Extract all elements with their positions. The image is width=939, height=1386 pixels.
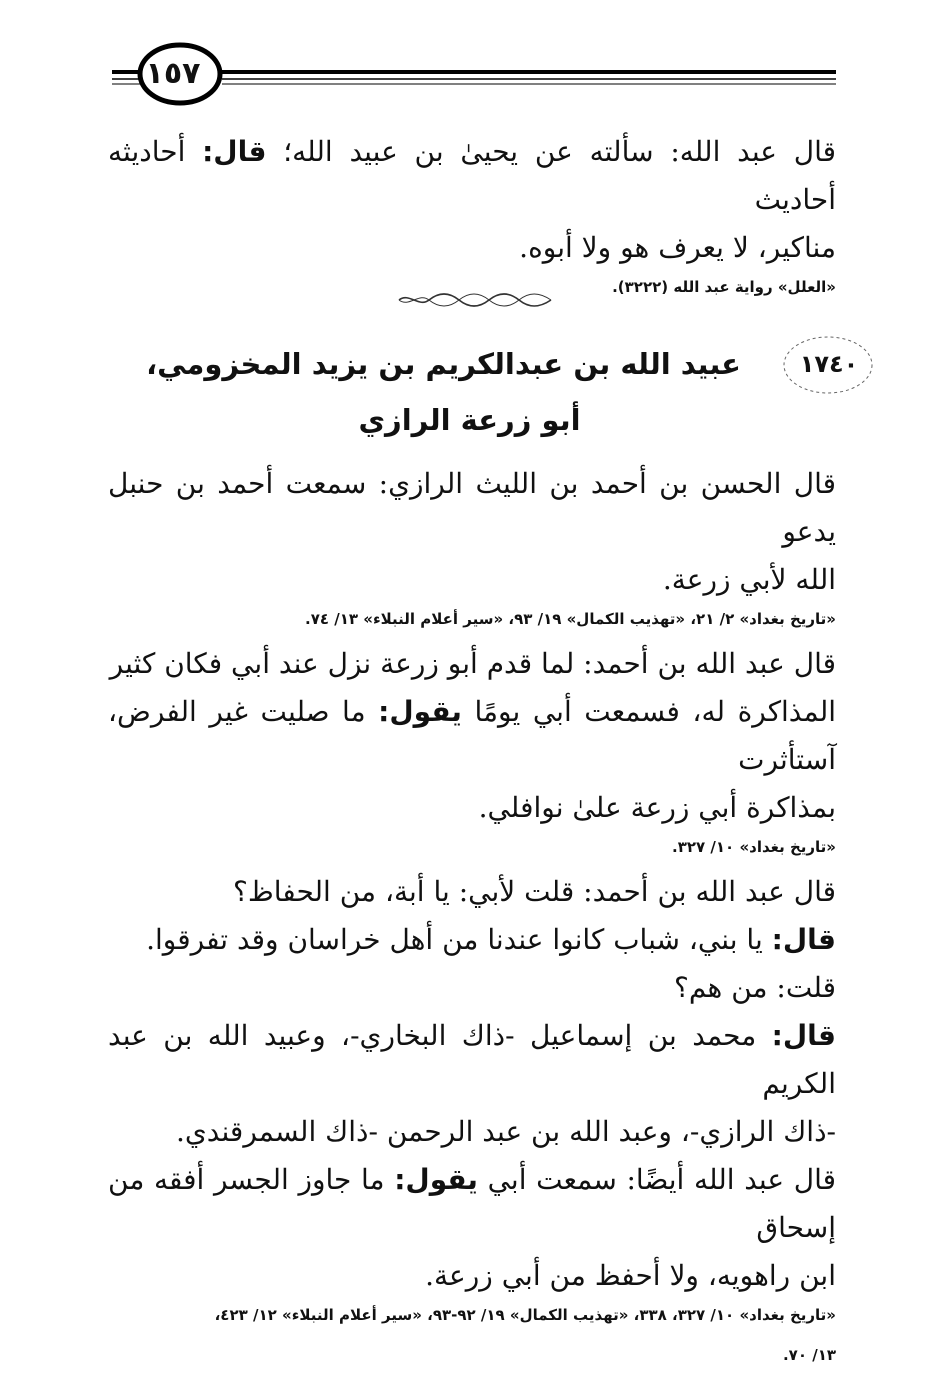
text: أحاديثه أحاديث <box>108 135 836 216</box>
text: قال عبد الله: سألته عن يحيىٰ بن عبيد الله؛ <box>283 135 836 168</box>
speaker-marker: قال: <box>771 1019 836 1052</box>
paragraph-5-line-1 <box>108 1012 836 1108</box>
paragraph-3-line-2 <box>108 688 836 784</box>
paragraph-2-line-2: الله لأبي زرعة. <box>662 563 836 596</box>
entry-title-line-1: عبيد الله بن عبدالكريم بن يزيد المخزومي، <box>146 347 741 381</box>
entry-body <box>108 460 836 1386</box>
text: قال عبد الله أيضًا: سمعت أبي <box>487 1163 836 1196</box>
speaker-marker: قال: <box>202 135 267 168</box>
speaker-marker: يقول: <box>378 695 462 728</box>
paragraph-6-line-2: ابن راهويه، ولا أحفظ من أبي زرعة. <box>425 1259 836 1292</box>
paragraph-3-line-3: بمذاكرة أبي زرعة علىٰ نوافلي. <box>478 791 836 824</box>
paragraph-3-line-1: قال عبد الله بن أحمد: لما قدم أبو زرعة نزل عند أبي فكان كثير <box>109 647 836 680</box>
page-header <box>0 0 939 110</box>
source-reference-cont: ١٣/ ٧٠. <box>782 1346 836 1364</box>
speaker-marker: يقول: <box>394 1163 478 1196</box>
source-reference: «تاريخ بغداد» ١٠/ ٣٢٧. <box>672 838 836 856</box>
text: المذاكرة له، فسمعت أبي يومًا <box>474 695 837 728</box>
paragraph-1 <box>108 128 836 224</box>
paragraph-4-line-2 <box>108 916 836 964</box>
source-reference: «تاريخ بغداد» ١٠/ ٣٢٧، ٣٣٨، «تهذيب الكمال» ١٩/ ٩٢-٩٣، «سير أعلام النبلاء» ١٢/ ٤٢٣، <box>214 1306 836 1324</box>
source-reference: «تاريخ بغداد» ٢/ ٢١، «تهذيب الكمال» ١٩/ ٩٣، «سير أعلام النبلاء» ١٣/ ٧٤. <box>305 610 836 628</box>
text: ما صليت غير الفرض، آستأثرت <box>108 695 836 776</box>
text: محمد بن إسماعيل -ذاك البخاري-، وعبيد الله بن عبد الكريم <box>108 1019 836 1100</box>
ornament-divider <box>395 290 555 310</box>
paragraph-5-line-2: -ذاك الرازي-، وعبد الله بن عبد الرحمن -ذاك السمرقندي. <box>175 1115 836 1148</box>
speaker-marker: قال: <box>771 923 836 956</box>
entry-header <box>0 338 939 448</box>
paragraph-2-line-1: قال الحسن بن أحمد بن الليث الرازي: سمعت أحمد بن حنبل يدعو <box>108 467 836 548</box>
paragraph-4-line-3: قلت: من هم؟ <box>674 971 836 1004</box>
source-reference: «العلل» رواية عبد الله (٣٢٢٢). <box>612 278 836 296</box>
text: ما جاوز الجسر أفقه من إسحاق <box>108 1163 836 1244</box>
top-section <box>108 128 836 308</box>
paragraph-6-line-1 <box>108 1156 836 1252</box>
paragraph-4-line-1: قال عبد الله بن أحمد: قلت لأبي: يا أبة، من الحفاظ؟ <box>233 875 836 908</box>
text: يا بني، شباب كانوا عندنا من أهل خراسان وقد تفرقوا. <box>146 923 763 956</box>
entry-title-line-2: أبو زرعة الرازي <box>358 403 581 437</box>
entry-number: ١٧٤٠ <box>799 350 859 378</box>
paragraph-1-line-2: مناكير، لا يعرف هو ولا أبوه. <box>519 231 836 264</box>
page-number: ١٥٧ <box>145 56 201 91</box>
